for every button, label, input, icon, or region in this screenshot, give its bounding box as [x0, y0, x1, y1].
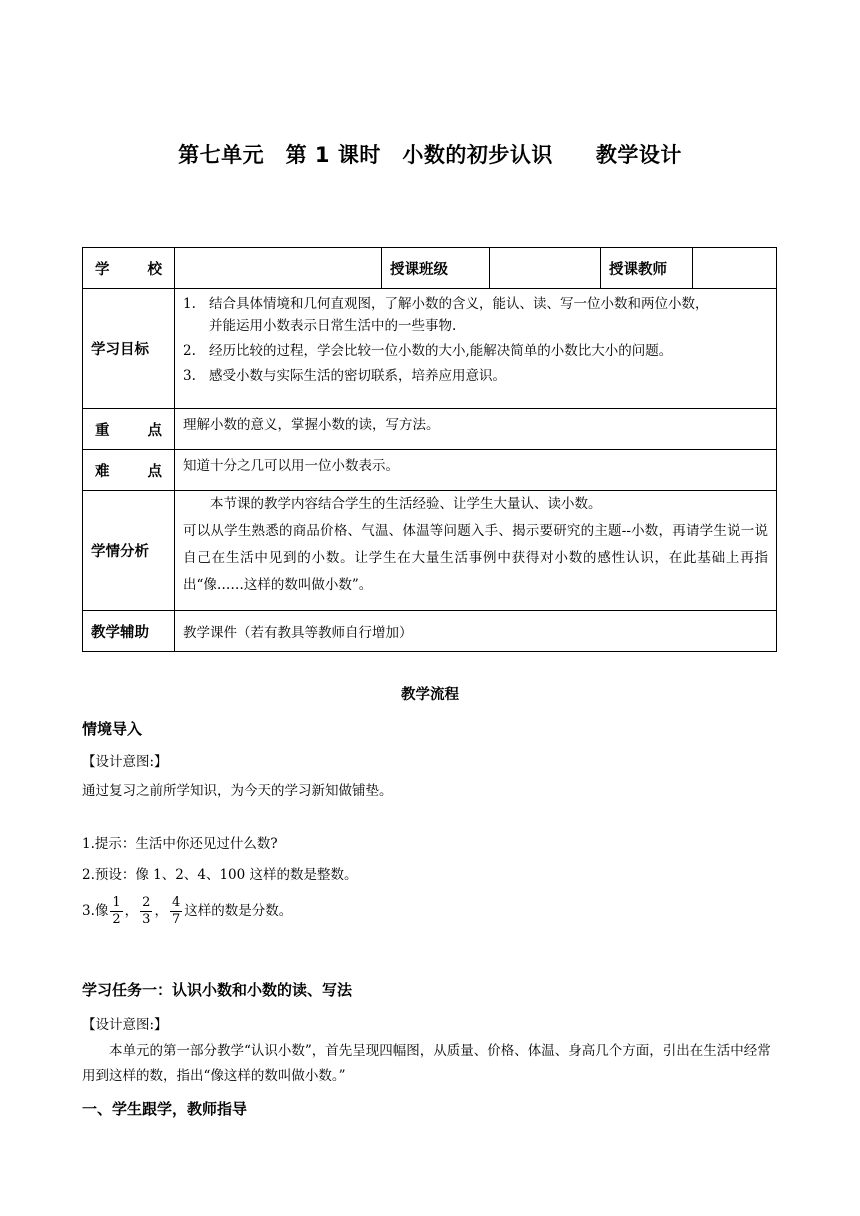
analysis-paragraph: 可以从学生熟悉的商品价格、气温、体温等问题入手、揭示要研究的主题--小数，再请学生说一说自己在生活中见到的小数。让学生在大量生活事例中获得对小数的感性认识，在此基础上再指出“像……这样的数叫做小数”。 — [183, 523, 768, 593]
table-row — [83, 248, 777, 289]
lesson-info-table — [82, 247, 777, 652]
design-intent-text: 本单元的第一部分教学“认识小数”，首先呈现四幅图，从质量、价格、体温、身高几个方面，引出在生活中经常用到这样的数，指出“像这样的数叫做小数。” — [82, 1043, 771, 1084]
analysis-label: 学情分析 — [83, 491, 175, 611]
goal-item: 1. 结合具体情境和几何直观图，了解小数的含义，能认、读、写一位小数和两位小数， — [183, 296, 709, 312]
design-intent-label: 【设计意图:】 — [82, 1017, 168, 1033]
goal-item: 3. 感受小数与实际生活的密切联系，培养应用意识。 — [183, 368, 506, 384]
table-row — [83, 611, 777, 652]
goal-item-continuation: 并能运用小数表示日常生活中的一些事物. — [209, 318, 457, 334]
sub-heading: 一、学生跟学，教师指导 — [82, 1100, 248, 1118]
class-label: 授课班级 — [382, 248, 490, 289]
table-row — [83, 491, 777, 611]
school-label: 学 校 — [83, 248, 175, 289]
table-row — [83, 450, 777, 491]
aid-text: 教学课件（若有教具等教师自行增加） — [175, 611, 777, 652]
key-point-label: 重 点 — [83, 409, 175, 450]
key-point-text: 理解小数的意义，掌握小数的读，写方法。 — [175, 409, 777, 450]
fraction: $\frac{1}{2}$ — [112, 895, 121, 927]
goals-label: 学习目标 — [83, 289, 175, 409]
school-value — [175, 248, 382, 289]
class-value — [490, 248, 601, 289]
difficulty-label: 难 点 — [83, 450, 175, 491]
table-row — [83, 409, 777, 450]
goals-cell — [175, 289, 777, 409]
analysis-cell — [175, 491, 777, 611]
page-title: 第七单元 第 1 课时 小数的初步认识 教学设计 — [178, 143, 682, 167]
section-heading: 情境导入 — [82, 720, 143, 738]
fraction-item: 3.像 $\frac{1}{2}$ ， $\frac{2}{3}$ ， $\frac{4}{7}$ 这样的数是分数。 — [82, 895, 293, 927]
teacher-value — [693, 248, 777, 289]
fraction: $\frac{2}{3}$ — [142, 895, 151, 927]
goal-item: 2. 经历比较的过程，学会比较一位小数的大小,能解决简单的小数比大小的问题。 — [183, 343, 673, 359]
design-intent-label: 【设计意图:】 — [82, 754, 168, 770]
table-row — [83, 289, 777, 409]
section-heading: 学习任务一：认识小数和小数的读、写法 — [82, 981, 353, 999]
fraction: $\frac{4}{7}$ — [171, 895, 181, 927]
difficulty-text: 知道十分之几可以用一位小数表示。 — [175, 450, 777, 491]
design-intent-text: 通过复习之前所学知识，为今天的学习新知做铺垫。 — [82, 783, 393, 799]
teacher-label: 授课教师 — [601, 248, 693, 289]
prompt-item: 1.提示：生活中你还见过什么数? — [82, 836, 278, 852]
analysis-line: 本节课的教学内容结合学生的生活经验、让学生大量认、读小数。 — [210, 496, 602, 512]
aid-label: 教学辅助 — [83, 611, 175, 652]
flow-title: 教学流程 — [401, 687, 459, 703]
prompt-item: 2.预设：像 1、2、4、100 这样的数是整数。 — [82, 867, 358, 883]
